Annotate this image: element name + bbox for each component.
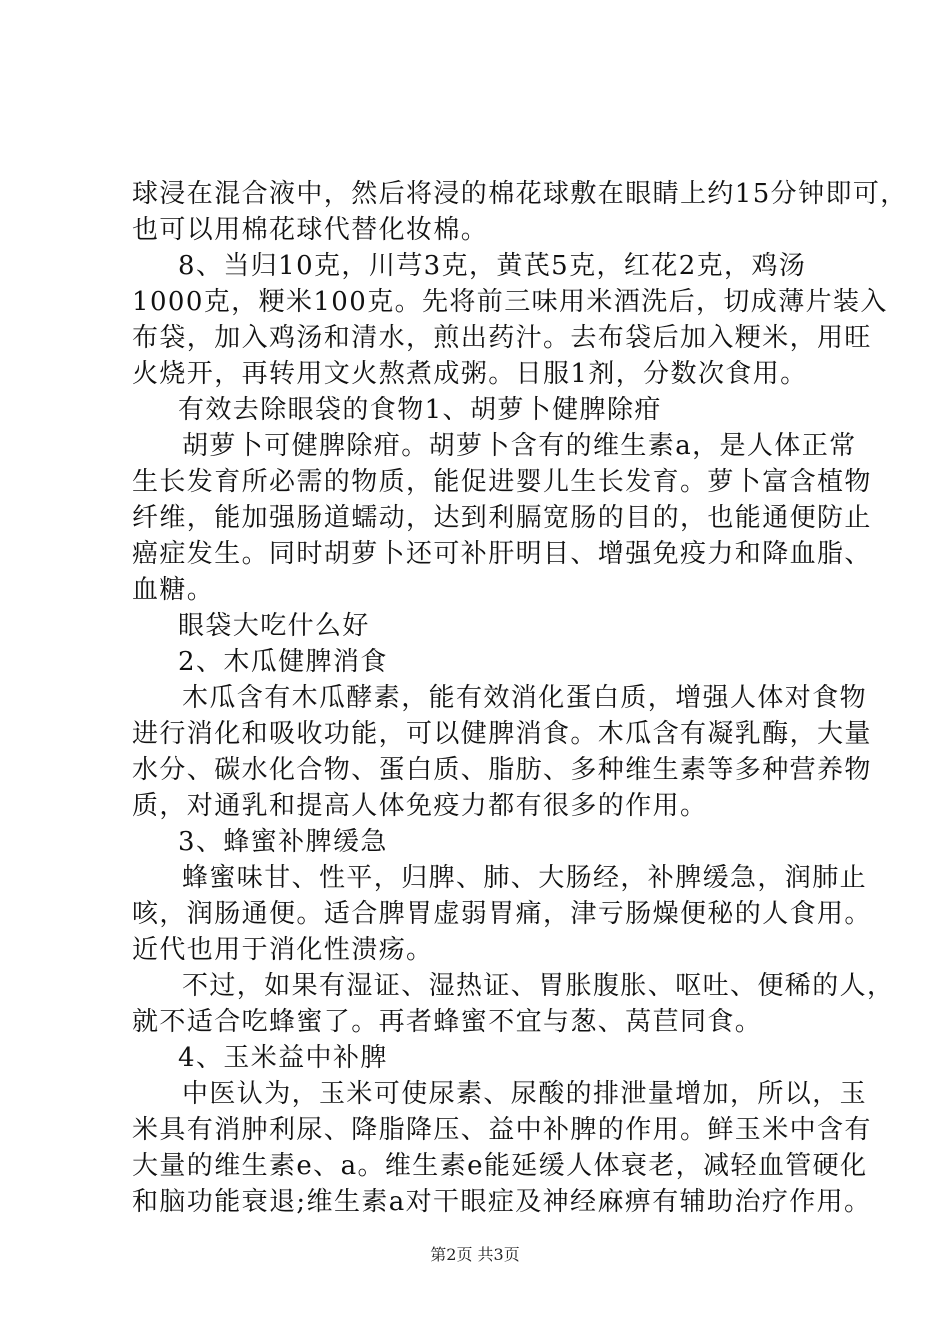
page-footer: 第2页 共3页 [430, 1245, 520, 1264]
section-heading: 3、蜂蜜补脾缓急 [178, 827, 388, 857]
section-heading: 有效去除眼袋的食物1、胡萝卜健脾除疳 [178, 395, 662, 425]
text-line: 中医认为，玉米可使尿素、尿酸的排泄量增加，所以，玉 [182, 1079, 868, 1109]
section-heading: 2、木瓜健脾消食 [178, 647, 388, 677]
text-line: 蜂蜜味甘、性平，归脾、肺、大肠经，补脾缓急，润肺止 [182, 863, 868, 893]
text-line: 进行消化和吸收功能，可以健脾消食。木瓜含有凝乳酶，大量 [132, 719, 872, 749]
text-line: 血糖。 [132, 575, 215, 605]
text-line: 质，对通乳和提高人体免疫力都有很多的作用。 [132, 791, 708, 821]
text-line: 就不适合吃蜂蜜了。再者蜂蜜不宜与葱、莴苣同食。 [132, 1007, 763, 1037]
text-line: 不过，如果有湿证、湿热证、胃胀腹胀、呕吐、便稀的人， [182, 971, 895, 1001]
text-line: 大量的维生素e、a。维生素e能延缓人体衰老，减轻血管硬化 [132, 1151, 868, 1181]
text-line: 火烧开，再转用文火熬煮成粥。日服1剂，分数次食用。 [132, 359, 808, 389]
text-line: 水分、碳水化合物、蛋白质、脂肪、多种维生素等多种营养物 [132, 755, 872, 785]
text-line: 和脑功能衰退;维生素a对干眼症及神经麻痹有辅助治疗作用。 [132, 1187, 872, 1217]
text-line: 生长发育所必需的物质，能促进婴儿生长发育。萝卜富含植物 [132, 467, 872, 497]
text-line: 布袋，加入鸡汤和清水，煎出药汁。去布袋后加入粳米，用旺 [132, 323, 872, 353]
section-heading: 4、玉米益中补脾 [178, 1043, 388, 1073]
text-line: 癌症发生。同时胡萝卜还可补肝明目、增强免疫力和降血脂、 [132, 539, 872, 569]
text-line: 胡萝卜可健脾除疳。胡萝卜含有的维生素a，是人体正常 [182, 431, 857, 461]
section-heading: 眼袋大吃什么好 [178, 611, 370, 641]
text-line: 米具有消肿利尿、降脂降压、益中补脾的作用。鲜玉米中含有 [132, 1115, 872, 1145]
text-line: 木瓜含有木瓜酵素，能有效消化蛋白质，增强人体对食物 [182, 683, 868, 713]
text-line: 球浸在混合液中，然后将浸的棉花球敷在眼睛上约15分钟即可， [132, 179, 908, 209]
text-line: 也可以用棉花球代替化妆棉。 [132, 215, 489, 245]
text-line: 1000克，粳米100克。先将前三味用米酒洗后，切成薄片装入 [132, 287, 888, 317]
text-line: 近代也用于消化性溃疡。 [132, 935, 434, 965]
text-line: 纤维，能加强肠道蠕动，达到利膈宽肠的目的，也能通便防止 [132, 503, 872, 533]
text-line: 8、当归10克，川芎3克，黄芪5克，红花2克，鸡汤 [178, 251, 807, 281]
text-line: 咳，润肠通便。适合脾胃虚弱胃痛，津亏肠燥便秘的人食用。 [132, 899, 872, 929]
